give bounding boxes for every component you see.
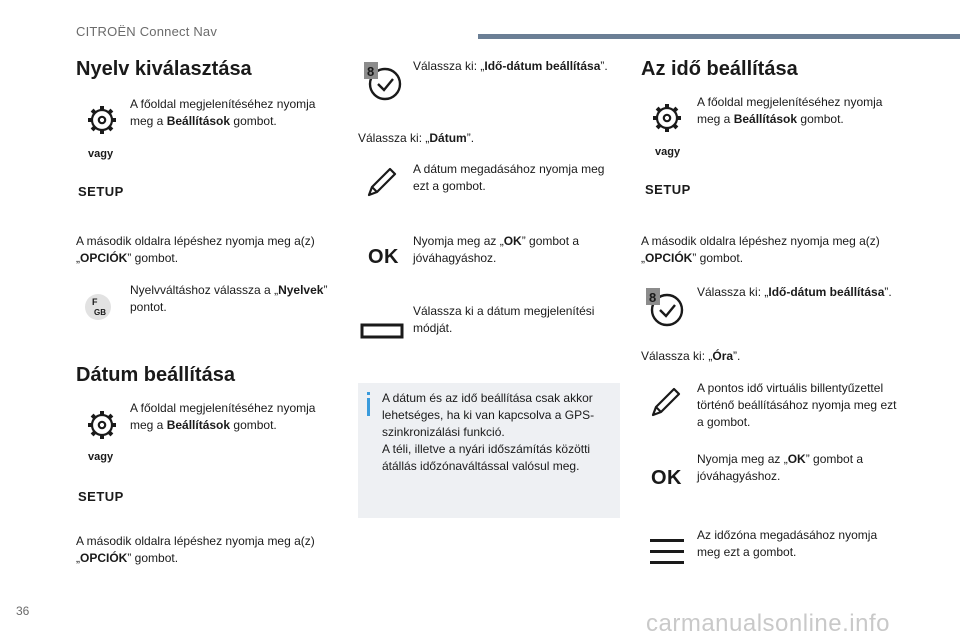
date-format-icon (360, 320, 404, 342)
setup-button-label: SETUP (645, 182, 691, 197)
date-step-3: Válassza ki: „Idő-dátum beállítása”. (413, 59, 608, 73)
or-label: vagy (88, 451, 114, 463)
header-rule (478, 34, 960, 39)
setup-button-label: SETUP (78, 489, 124, 504)
watermark: carmanualsonline.info (646, 610, 890, 637)
gear-icon (86, 409, 118, 441)
gear-icon (86, 104, 118, 136)
page-number: 36 (16, 604, 30, 618)
time-step-3: Válassza ki: „Idő-dátum beállítása”. (697, 285, 892, 299)
info-icon-bar (367, 398, 370, 416)
date-step-2: A második oldalra lépéshez nyomja meg a(z) „OPCIÓK” gombot. (76, 534, 315, 565)
pencil-icon (364, 166, 398, 200)
time-step-2: A második oldalra lépéshez nyomja meg a(z) „OPCIÓK” gombot. (641, 234, 880, 265)
flag-top-letter: F (92, 297, 98, 307)
clock-settings-icon (362, 58, 404, 102)
info-icon (367, 392, 370, 395)
lang-step-1: A főoldal megjelenítéséhez nyomja meg a Beállítások gombot. (130, 97, 316, 128)
info-note-line-1: A dátum és az idő beállítása csak akkor lehetséges, ha ki van kapcsolva a GPS-szinkronizálási funkció. (382, 391, 595, 439)
flag-bottom-letters: GB (94, 308, 106, 317)
date-step-7: Válassza ki a dátum megjelenítési módját. (413, 304, 595, 335)
time-step-1: A főoldal megjelenítéséhez nyomja meg a Beállítások gombot. (697, 95, 883, 126)
time-step-6: Nyomja meg az „OK” gombot a jóváhagyáshoz. (697, 452, 864, 483)
ok-button-label: OK (368, 246, 399, 268)
section-title-time: Az idő beállítása (641, 58, 798, 80)
info-note-text (382, 390, 606, 475)
or-label: vagy (655, 146, 681, 158)
clock-badge-number: 8 (649, 290, 657, 305)
ok-button-label: OK (651, 467, 682, 489)
menu-lines-icon (648, 536, 686, 568)
language-flag-icon (83, 292, 113, 322)
gear-icon (651, 102, 683, 134)
time-step-4: Válassza ki: „Óra”. (641, 349, 741, 363)
running-header: CITROËN Connect Nav (76, 24, 218, 39)
section-title-language: Nyelv kiválasztása (76, 58, 252, 80)
date-step-5: A dátum megadásához nyomja meg ezt a gombot. (413, 162, 605, 193)
section-title-date: Dátum beállítása (76, 364, 235, 386)
lang-step-2: A második oldalra lépéshez nyomja meg a(z) „OPCIÓK” gombot. (76, 234, 315, 265)
lang-step-3: Nyelvváltáshoz válassza a „Nyelvek” pontot. (130, 283, 328, 314)
clock-settings-icon (644, 284, 686, 328)
clock-badge-number: 8 (367, 64, 375, 79)
or-label: vagy (88, 148, 114, 160)
info-note-line-2: A téli, illetve a nyári időszámítás közötti átállás időzónaváltással valósul meg. (382, 442, 591, 473)
time-step-7: Az időzóna megadásához nyomja meg ezt a gombot. (697, 528, 878, 559)
time-step-5: A pontos idő virtuális billentyűzettel történő beállításához nyomja meg ezt a gombot. (697, 381, 897, 429)
pencil-icon (648, 386, 682, 420)
date-step-4: Válassza ki: „Dátum”. (358, 131, 475, 145)
date-step-1: A főoldal megjelenítéséhez nyomja meg a Beállítások gombot. (130, 401, 316, 432)
date-step-6: Nyomja meg az „OK” gombot a jóváhagyáshoz. (413, 234, 580, 265)
setup-button-label: SETUP (78, 184, 124, 199)
